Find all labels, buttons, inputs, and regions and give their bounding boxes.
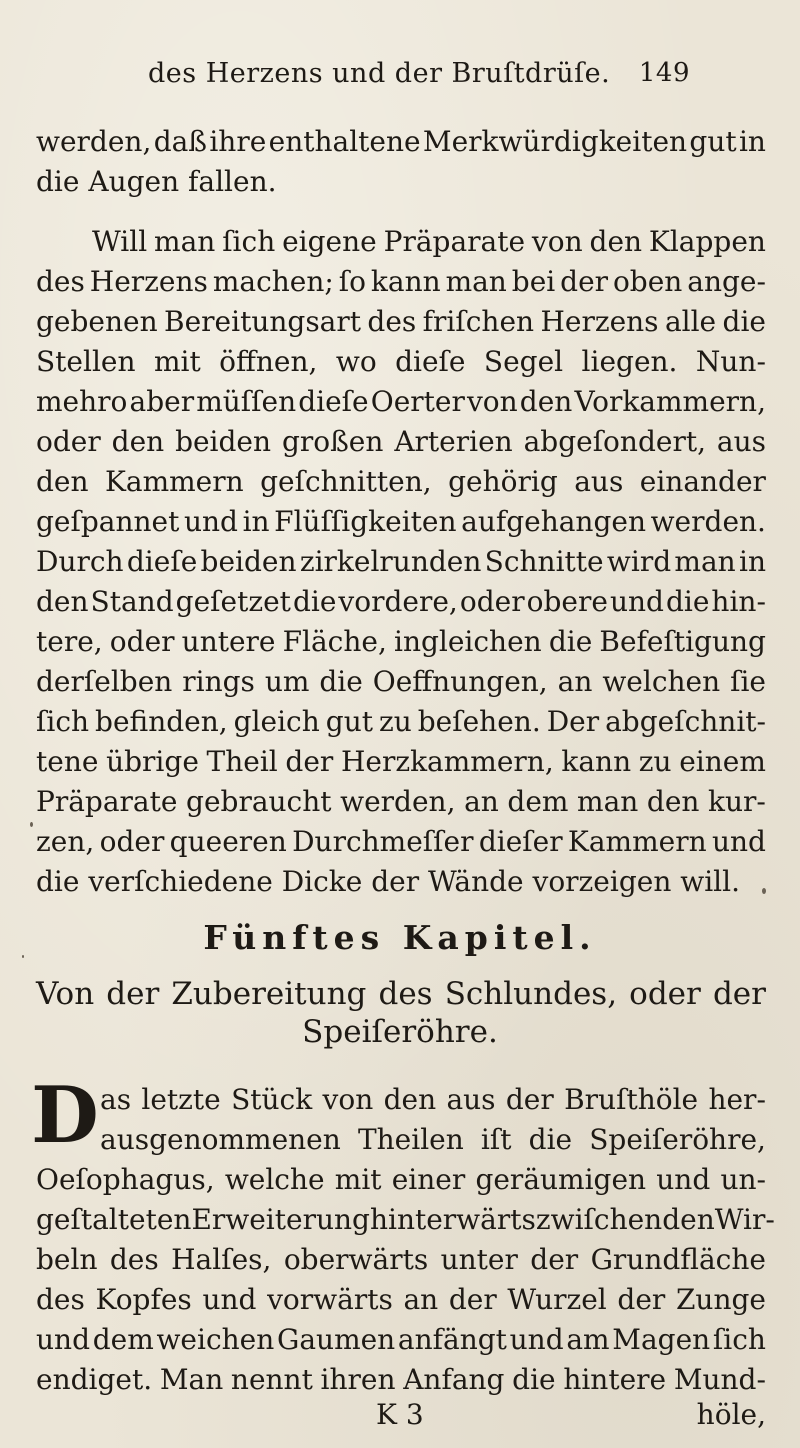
text-line: Präparate gebraucht werden, an dem man den kur- bbox=[36, 785, 766, 818]
text-line: Durch dieſe beiden zirkelrunden Schnitte wird man in bbox=[36, 545, 766, 578]
text-line: ſich befinden, gleich gut zu beſehen. Der abgeſchnit- bbox=[36, 705, 766, 738]
text-line: und dem weichen Gaumen anfängt und am Magen ſich bbox=[36, 1323, 766, 1356]
paper-speck bbox=[22, 955, 24, 958]
text-line: den Stand geſetzet die vordere, oder obere und die hin- bbox=[36, 585, 766, 618]
signature-mark: K 3 bbox=[376, 1398, 424, 1431]
text-line: as letzte Stück von den aus der Bruſthöle her- bbox=[100, 1083, 766, 1116]
text-line: gebenen Bereitungsart des friſchen Herzens alle die bbox=[36, 305, 766, 338]
paper-speck bbox=[30, 822, 33, 827]
chapter-subtitle-continued: Speiſeröhre. bbox=[302, 1014, 498, 1050]
running-head-title: des Herzens und der Bruſtdrüſe. bbox=[148, 58, 611, 89]
text-line: des Kopfes und vorwärts an der Wurzel der Zunge bbox=[36, 1283, 766, 1316]
chapter-title: Fünftes Kapitel. bbox=[203, 918, 597, 957]
chapter-subtitle: Von der Zubereitung des Schlundes, oder der bbox=[36, 976, 766, 1012]
page-number: 149 bbox=[638, 58, 690, 88]
text-line: mehro aber müſſen dieſe Oerter von den Vorkammern, bbox=[36, 385, 766, 418]
footer-row bbox=[36, 1398, 766, 1438]
text-line: tene übrige Theil der Herzkammern, kann zu einem bbox=[36, 745, 766, 778]
text-line: die verſchiedene Dicke der Wände vorzeigen will. bbox=[36, 865, 740, 898]
text-line: oder den beiden großen Arterien abgeſondert, aus bbox=[36, 425, 766, 458]
text-line: derſelben rings um die Oeffnungen, an welchen ſie bbox=[36, 665, 766, 698]
paper-speck bbox=[762, 888, 766, 894]
text-line: zen, oder queeren Durchmeſſer dieſer Kammern und bbox=[36, 825, 766, 858]
text-line: des Herzens machen; ſo kann man bei der oben ange- bbox=[36, 265, 766, 298]
text-line: den Kammern geſchnitten, gehörig aus einander bbox=[36, 465, 766, 498]
text-line: ausgenommenen Theilen iſt die Speiſeröhre, bbox=[100, 1123, 766, 1156]
catchword: höle, bbox=[696, 1398, 766, 1431]
text-line: werden, daß ihre enthaltene Merkwürdigkeiten gut in bbox=[36, 125, 766, 158]
text-line: die Augen fallen. bbox=[36, 165, 277, 198]
text-line: beln des Halſes, oberwärts unter der Grundfläche bbox=[36, 1243, 766, 1276]
text-line: endiget. Man nennt ihren Anfang die hintere Mund- bbox=[36, 1363, 766, 1396]
text-line: tere, oder untere Fläche, ingleichen die Befeſtigung bbox=[36, 625, 766, 658]
drop-cap: D bbox=[31, 1070, 99, 1161]
text-line: geſtalteten Erweiterung hinterwärts zwiſchen den Wir- bbox=[36, 1203, 775, 1236]
text-line: Stellen mit öffnen, wo dieſe Segel liegen. Nun- bbox=[36, 345, 766, 378]
text-line: geſpannet und in Flüſſigkeiten aufgehangen werden. bbox=[36, 505, 766, 538]
running-head bbox=[130, 58, 690, 98]
text-line: Oeſophagus, welche mit einer geräumigen und un- bbox=[36, 1163, 766, 1196]
text-line: Will man ſich eigene Präparate von den Klappen bbox=[92, 225, 766, 258]
